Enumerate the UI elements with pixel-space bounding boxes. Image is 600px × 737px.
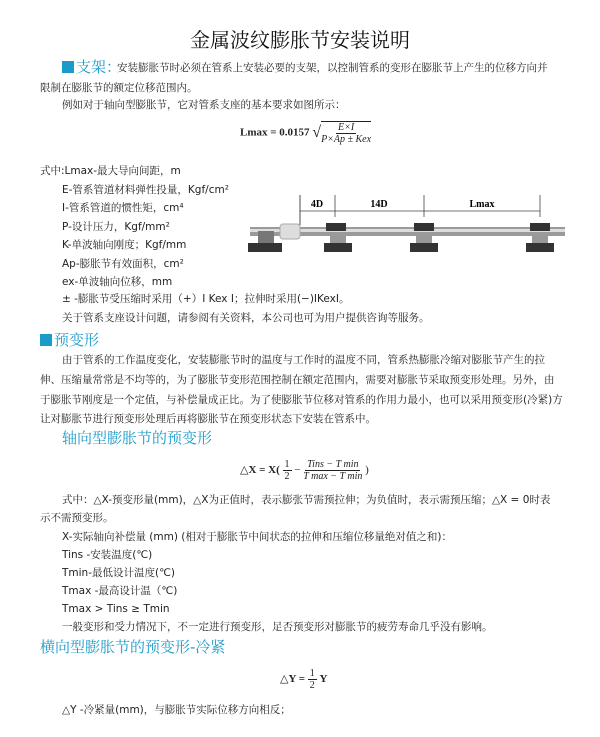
definition-line: X-实际轴向补偿量 (mm) (相对于膨胀节中间状态的拉伸和压缩位移量绝对值之和)： — [62, 531, 452, 543]
lateral-formula — [280, 668, 327, 691]
fraction-numerator: 1 — [309, 668, 315, 679]
paragraph-line: 让对膨胀节进行预变形处理后再将膨胀节在预变形状态下安装在管系中。 — [40, 413, 376, 425]
page-title: 金属波纹膨胀节安装说明 — [190, 28, 410, 52]
definition-line: P-设计压力，Kgf/mm² — [62, 221, 170, 233]
definition-line: I-管系管道的惯性矩，cm⁴ — [62, 202, 184, 214]
note-line: 关于管系支座设计问题，请参阅有关资料，本公司也可为用户提供咨询等服务。 — [62, 312, 430, 324]
half-numerator: 1 — [284, 459, 290, 470]
half-denominator: 2 — [284, 471, 290, 482]
fraction-numerator: Tins − T min — [307, 459, 359, 470]
paragraph-line: 由于管系的工作温度变化，安装膨胀节时的温度与工作时的温度不同，管系热膨胀冷缩对膨胀节产生的拉 — [62, 354, 545, 366]
paragraph-line: 例如对于轴向型膨胀节，它对管系支座的基本要求如图所示： — [62, 99, 346, 111]
formula-numerator: E×I — [337, 122, 355, 133]
formula-lhs: △X = X( — [240, 464, 280, 477]
heading-text: 支架： — [76, 58, 122, 76]
section-heading-lateral: 横向型膨胀节的预变形-冷紧 — [40, 638, 226, 656]
definition-line: ± -膨胀节受压缩时采用（+）I Kex I；拉伸时采用(−)IKexI。 — [62, 293, 350, 305]
section-heading-predeform — [40, 331, 99, 349]
definition-line: Tmin-最低设计温度(℃) — [62, 567, 175, 579]
definition-line: E-管系管道材料弹性投量，Kgf/cm² — [62, 184, 229, 196]
definition-line: Tmax -最高设计温（℃) — [62, 585, 178, 597]
formula-rhs: Y — [319, 673, 328, 686]
definition-line: K-单波轴向刚度；Kgf/mm — [62, 239, 187, 251]
section-heading-axial: 轴向型膨胀节的预变形 — [62, 429, 213, 447]
square-bullet-icon — [40, 334, 52, 346]
definition-line: 示不需预变形。 — [40, 512, 114, 524]
heading-text: 预变形 — [54, 331, 100, 349]
formula-lhs: △Y = — [280, 673, 306, 686]
fraction-denominator: 2 — [309, 680, 315, 691]
pipe-support-diagram — [240, 195, 575, 265]
fraction-denominator: T max − T min — [303, 471, 363, 482]
definition-line: ex-单波轴向位移，mm — [62, 276, 173, 288]
definition-line: 式中：△X-预变形量(mm)，△X为正值时，表示膨张节需预拉伸；为负值时，表示需预压缩；△X = 0时表 — [62, 494, 551, 506]
paragraph-line: 安装膨胀节时必须在管系上安装必要的支架，以控制管系的变形在膨胀节上产生的位移方向并 — [117, 62, 548, 74]
close-paren: ) — [365, 464, 369, 477]
formula-denominator: P×Ap ± Kex — [321, 134, 372, 145]
bellows — [280, 224, 300, 239]
dimension-label-4d: 4D — [310, 199, 324, 210]
definition-line: Ap-膨胀节有效面积，cm² — [62, 258, 184, 270]
minus-sign: − — [294, 464, 301, 477]
axial-formula — [240, 459, 369, 482]
definition-line: Tins -安装温度(℃) — [62, 549, 153, 561]
paragraph-line: 限制在膨胀节的额定位移范围内。 — [40, 82, 198, 94]
dimension-label-14d: 14D — [370, 199, 388, 210]
formula-lhs: Lmax = 0.0157 — [240, 126, 310, 139]
paragraph-line: 伸、压缩量常常是不均等的，为了膨胀节变形范围控制在额定范围内，需要对膨胀节采取预变形处理。另外，由 — [40, 374, 555, 386]
dimension-label-lmax: Lmax — [469, 199, 495, 210]
definition-line: Tmax > Tins ≥ Tmin — [62, 603, 170, 615]
definition-line: △Y -冷紧量(mm)，与膨胀节实际位移方向相反； — [62, 704, 291, 716]
square-bullet-icon — [62, 61, 74, 73]
definition-line: 式中:Lmax-最大导向间距，m — [40, 165, 181, 177]
paragraph-line: 于膨胀节刚度是一个定值，与补偿量成正比。为了使膨胀节位移对管系的作用力最小，也可以采用预变形(冷紧)方 — [40, 394, 563, 406]
definition-line: 一般变形和受力情况下，不一定进行预变形，足否预变形对膨胀节的疲劳寿命几乎没有影响。 — [62, 621, 493, 633]
lmax-formula: Lmax = 0.0157 √ $\frac{E\times I}{\text{P×Ap ± Kex}}$ — [240, 122, 372, 145]
anchor-support — [258, 231, 274, 243]
section-heading-support — [62, 58, 121, 76]
